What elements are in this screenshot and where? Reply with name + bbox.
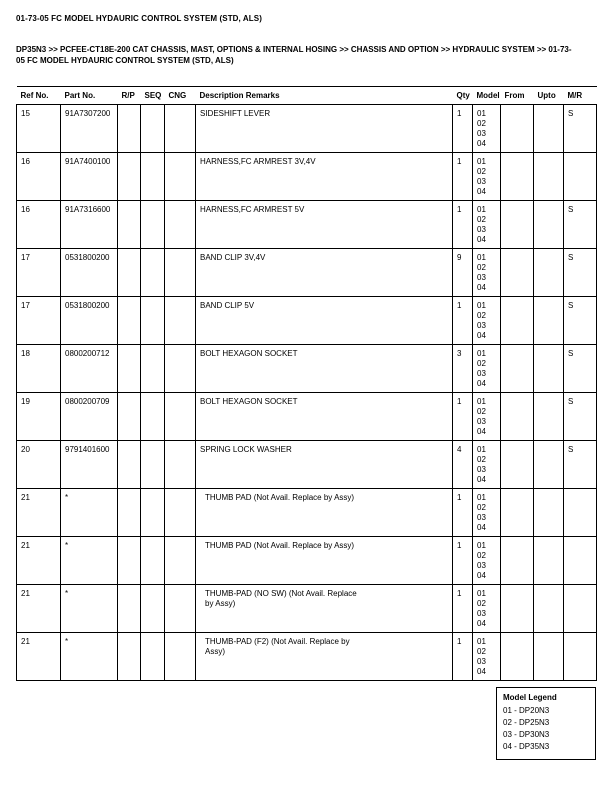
model-code: 02 xyxy=(477,215,486,225)
header-row xyxy=(17,87,597,105)
qty-cell: 1 xyxy=(453,633,473,681)
model-code: 04 xyxy=(477,571,486,581)
mr-cell xyxy=(564,489,597,537)
part-no-cell: 0800200712 xyxy=(61,345,118,393)
model-code: 02 xyxy=(477,551,486,561)
upto-cell xyxy=(534,153,564,201)
description-cell: THUMB-PAD (F2) (Not Avail. Replace by Assy) xyxy=(196,633,453,681)
rp-cell xyxy=(118,393,141,441)
column-header: Model xyxy=(473,87,501,105)
qty-cell: 3 xyxy=(453,345,473,393)
qty-cell: 1 xyxy=(453,537,473,585)
model-code: 03 xyxy=(477,225,486,235)
qty-cell: 1 xyxy=(453,489,473,537)
model-code: 03 xyxy=(477,609,486,619)
description-cell: BAND CLIP 3V,4V xyxy=(196,249,453,297)
model-code: 01 xyxy=(477,589,486,599)
mr-cell xyxy=(564,153,597,201)
description-cell: HARNESS,FC ARMREST 5V xyxy=(196,201,453,249)
ref-no-cell: 21 xyxy=(17,585,61,633)
qty-cell: 1 xyxy=(453,585,473,633)
model-code: 02 xyxy=(477,311,486,321)
cng-cell xyxy=(165,585,196,633)
parts-table-body xyxy=(17,105,597,681)
cng-cell xyxy=(165,201,196,249)
table-row xyxy=(17,441,597,489)
model-code: 02 xyxy=(477,647,486,657)
part-no-cell: * xyxy=(61,633,118,681)
rp-cell xyxy=(118,105,141,153)
description-cell: BOLT HEXAGON SOCKET xyxy=(196,393,453,441)
model-code: 01 xyxy=(477,349,486,359)
model-code: 04 xyxy=(477,379,486,389)
ref-no-cell: 21 xyxy=(17,633,61,681)
model-code: 01 xyxy=(477,205,486,215)
model-code: 04 xyxy=(477,187,486,197)
model-cell xyxy=(473,489,501,537)
part-no-cell: 91A7400100 xyxy=(61,153,118,201)
mr-cell: S xyxy=(564,297,597,345)
model-code: 03 xyxy=(477,273,486,283)
rp-cell xyxy=(118,633,141,681)
ref-no-cell: 16 xyxy=(17,201,61,249)
model-cell xyxy=(473,441,501,489)
mr-cell xyxy=(564,537,597,585)
model-code: 02 xyxy=(477,407,486,417)
qty-cell: 4 xyxy=(453,441,473,489)
description-cell: THUMB-PAD (NO SW) (Not Avail. Replace by Assy) xyxy=(196,585,453,633)
model-code: 04 xyxy=(477,427,486,437)
legend-item: 04 - DP35N3 xyxy=(503,742,550,752)
legend-item: 02 - DP25N3 xyxy=(503,718,550,728)
from-cell xyxy=(501,201,534,249)
part-no-cell: 9791401600 xyxy=(61,441,118,489)
upto-cell xyxy=(534,441,564,489)
rp-cell xyxy=(118,345,141,393)
legend-item: 03 - DP30N3 xyxy=(503,730,550,740)
column-header: Qty xyxy=(453,87,473,105)
seq-cell xyxy=(141,393,165,441)
part-no-cell: 91A7316600 xyxy=(61,201,118,249)
qty-cell: 1 xyxy=(453,201,473,249)
model-code: 04 xyxy=(477,475,486,485)
ref-no-cell: 17 xyxy=(17,297,61,345)
model-code: 01 xyxy=(477,541,486,551)
upto-cell xyxy=(534,297,564,345)
model-code: 03 xyxy=(477,657,486,667)
model-code: 02 xyxy=(477,119,486,129)
ref-no-cell: 20 xyxy=(17,441,61,489)
model-cell xyxy=(473,297,501,345)
model-code: 04 xyxy=(477,523,486,533)
model-cell xyxy=(473,537,501,585)
model-code: 04 xyxy=(477,619,486,629)
seq-cell xyxy=(141,345,165,393)
table-row xyxy=(17,153,597,201)
model-code: 01 xyxy=(477,253,486,263)
upto-cell xyxy=(534,105,564,153)
part-no-cell: * xyxy=(61,585,118,633)
qty-cell: 1 xyxy=(453,153,473,201)
upto-cell xyxy=(534,489,564,537)
seq-cell xyxy=(141,537,165,585)
model-code: 04 xyxy=(477,139,486,149)
model-cell xyxy=(473,585,501,633)
cng-cell xyxy=(165,105,196,153)
model-code: 01 xyxy=(477,493,486,503)
model-code: 03 xyxy=(477,417,486,427)
cng-cell xyxy=(165,489,196,537)
part-no-cell: 91A7307200 xyxy=(61,105,118,153)
mr-cell: S xyxy=(564,345,597,393)
cng-cell xyxy=(165,345,196,393)
from-cell xyxy=(501,249,534,297)
table-row xyxy=(17,489,597,537)
table-row xyxy=(17,105,597,153)
ref-no-cell: 15 xyxy=(17,105,61,153)
qty-cell: 9 xyxy=(453,249,473,297)
upto-cell xyxy=(534,585,564,633)
model-legend xyxy=(496,687,596,760)
from-cell xyxy=(501,537,534,585)
seq-cell xyxy=(141,105,165,153)
mr-cell: S xyxy=(564,249,597,297)
column-header: CNG xyxy=(165,87,196,105)
model-code: 01 xyxy=(477,445,486,455)
part-no-cell: 0800200709 xyxy=(61,393,118,441)
ref-no-cell: 16 xyxy=(17,153,61,201)
mr-cell: S xyxy=(564,105,597,153)
cng-cell xyxy=(165,537,196,585)
model-code: 03 xyxy=(477,465,486,475)
rp-cell xyxy=(118,585,141,633)
cng-cell xyxy=(165,441,196,489)
table-row xyxy=(17,345,597,393)
model-cell xyxy=(473,633,501,681)
model-cell xyxy=(473,153,501,201)
model-code: 01 xyxy=(477,637,486,647)
qty-cell: 1 xyxy=(453,393,473,441)
ref-no-cell: 17 xyxy=(17,249,61,297)
from-cell xyxy=(501,489,534,537)
ref-no-cell: 18 xyxy=(17,345,61,393)
from-cell xyxy=(501,345,534,393)
description-cell: BOLT HEXAGON SOCKET xyxy=(196,345,453,393)
model-code: 03 xyxy=(477,369,486,379)
from-cell xyxy=(501,585,534,633)
upto-cell xyxy=(534,537,564,585)
mr-cell: S xyxy=(564,393,597,441)
model-legend-title: Model Legend xyxy=(503,693,557,703)
ref-no-cell: 19 xyxy=(17,393,61,441)
part-no-cell: * xyxy=(61,537,118,585)
model-code: 02 xyxy=(477,263,486,273)
cng-cell xyxy=(165,633,196,681)
mr-cell: S xyxy=(564,201,597,249)
table-row xyxy=(17,249,597,297)
ref-no-cell: 21 xyxy=(17,489,61,537)
column-header: Ref No. xyxy=(17,87,61,105)
seq-cell xyxy=(141,441,165,489)
model-code: 02 xyxy=(477,455,486,465)
model-code: 04 xyxy=(477,235,486,245)
parts-table xyxy=(16,86,597,681)
model-code: 03 xyxy=(477,177,486,187)
model-code: 04 xyxy=(477,331,486,341)
seq-cell xyxy=(141,297,165,345)
from-cell xyxy=(501,441,534,489)
breadcrumb: DP35N3 >> PCFEE-CT18E-200 CAT CHASSIS, MAST, OPTIONS & INTERNAL HOSING >> CHASSIS AND OPTION >> HYDRAULIC SYSTEM >> 01-73-05 FC MODEL HYDAURIC CONTROL SYSTEM (STD, ALS) xyxy=(16,45,572,66)
model-cell xyxy=(473,393,501,441)
rp-cell xyxy=(118,249,141,297)
ref-no-cell: 21 xyxy=(17,537,61,585)
mr-cell xyxy=(564,633,597,681)
column-header: Description Remarks xyxy=(196,87,453,105)
column-header: Upto xyxy=(534,87,564,105)
model-code: 01 xyxy=(477,301,486,311)
cng-cell xyxy=(165,153,196,201)
upto-cell xyxy=(534,393,564,441)
description-cell: THUMB PAD (Not Avail. Replace by Assy) xyxy=(196,537,453,585)
table-row xyxy=(17,585,597,633)
model-code: 03 xyxy=(477,513,486,523)
model-cell xyxy=(473,345,501,393)
rp-cell xyxy=(118,153,141,201)
seq-cell xyxy=(141,153,165,201)
model-code: 02 xyxy=(477,359,486,369)
column-header: M/R xyxy=(564,87,597,105)
cng-cell xyxy=(165,297,196,345)
seq-cell xyxy=(141,489,165,537)
seq-cell xyxy=(141,249,165,297)
rp-cell xyxy=(118,297,141,345)
model-cell xyxy=(473,201,501,249)
model-cell xyxy=(473,249,501,297)
model-code: 02 xyxy=(477,599,486,609)
table-row xyxy=(17,633,597,681)
description-cell: HARNESS,FC ARMREST 3V,4V xyxy=(196,153,453,201)
column-header: From xyxy=(501,87,534,105)
table-row xyxy=(17,393,597,441)
model-code: 04 xyxy=(477,667,486,677)
rp-cell xyxy=(118,537,141,585)
upto-cell xyxy=(534,345,564,393)
seq-cell xyxy=(141,633,165,681)
mr-cell xyxy=(564,585,597,633)
cng-cell xyxy=(165,393,196,441)
part-no-cell: * xyxy=(61,489,118,537)
description-cell: SIDESHIFT LEVER xyxy=(196,105,453,153)
model-code: 03 xyxy=(477,561,486,571)
upto-cell xyxy=(534,633,564,681)
upto-cell xyxy=(534,201,564,249)
legend-item: 01 - DP20N3 xyxy=(503,706,550,716)
model-code: 04 xyxy=(477,283,486,293)
from-cell xyxy=(501,393,534,441)
column-header: Part No. xyxy=(61,87,118,105)
from-cell xyxy=(501,153,534,201)
model-code: 02 xyxy=(477,503,486,513)
page-title: 01-73-05 FC MODEL HYDAURIC CONTROL SYSTEM (STD, ALS) xyxy=(16,14,262,23)
part-no-cell: 0531800200 xyxy=(61,249,118,297)
model-code: 01 xyxy=(477,397,486,407)
model-code: 01 xyxy=(477,157,486,167)
model-legend-items xyxy=(503,705,589,753)
from-cell xyxy=(501,297,534,345)
seq-cell xyxy=(141,585,165,633)
table-row xyxy=(17,537,597,585)
description-cell: BAND CLIP 5V xyxy=(196,297,453,345)
table-row xyxy=(17,297,597,345)
mr-cell: S xyxy=(564,441,597,489)
part-no-cell: 0531800200 xyxy=(61,297,118,345)
cng-cell xyxy=(165,249,196,297)
seq-cell xyxy=(141,201,165,249)
model-code: 03 xyxy=(477,129,486,139)
description-cell: SPRING LOCK WASHER xyxy=(196,441,453,489)
column-header: R/P xyxy=(118,87,141,105)
table-row xyxy=(17,201,597,249)
column-header: SEQ xyxy=(141,87,165,105)
model-code: 03 xyxy=(477,321,486,331)
upto-cell xyxy=(534,249,564,297)
rp-cell xyxy=(118,441,141,489)
qty-cell: 1 xyxy=(453,297,473,345)
qty-cell: 1 xyxy=(453,105,473,153)
rp-cell xyxy=(118,489,141,537)
from-cell xyxy=(501,105,534,153)
rp-cell xyxy=(118,201,141,249)
model-cell xyxy=(473,105,501,153)
from-cell xyxy=(501,633,534,681)
model-code: 01 xyxy=(477,109,486,119)
model-code: 02 xyxy=(477,167,486,177)
description-cell: THUMB PAD (Not Avail. Replace by Assy) xyxy=(196,489,453,537)
